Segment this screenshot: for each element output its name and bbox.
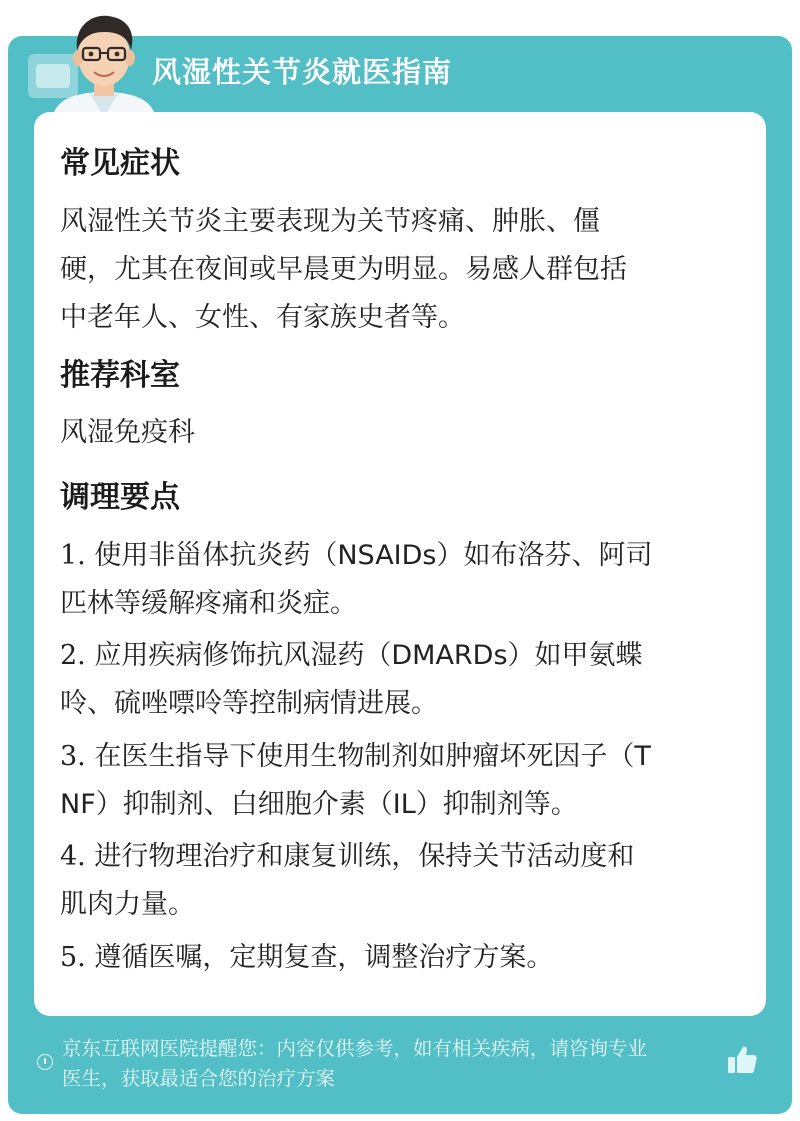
item-number: 1. xyxy=(60,540,86,571)
info-icon xyxy=(37,1054,53,1070)
section-title-department: 推荐科室 xyxy=(60,358,180,393)
care-item-2 xyxy=(60,632,740,728)
symptoms-line: 硬，尤其在夜间或早晨更为明显。易感人群包括 xyxy=(60,254,627,285)
symptoms-text xyxy=(60,198,740,342)
thumbs-up-icon[interactable] xyxy=(726,1044,758,1076)
item-number: 4. xyxy=(60,841,86,872)
care-item-line: 使用非甾体抗炎药（NSAIDs）如布洛芬、阿司 xyxy=(94,540,653,571)
care-item-5 xyxy=(60,934,740,982)
item-number: 5. xyxy=(60,942,86,973)
doctor-avatar-icon xyxy=(44,8,164,120)
care-item-line: NF）抑制剂、白细胞介素（IL）抑制剂等。 xyxy=(60,789,578,820)
care-item-line: 应用疾病修饰抗风湿药（DMARDs）如甲氨蝶 xyxy=(94,640,643,671)
care-item-line: 肌肉力量。 xyxy=(60,889,195,920)
department-text xyxy=(60,409,740,457)
care-item-line: 呤、硫唑嘌呤等控制病情进展。 xyxy=(60,688,438,719)
symptoms-line: 中老年人、女性、有家族史者等。 xyxy=(60,302,465,333)
care-item-4 xyxy=(60,833,740,929)
symptoms-line: 风湿性关节炎主要表现为关节疼痛、肿胀、僵 xyxy=(60,206,600,237)
disclaimer-footer xyxy=(0,1030,800,1100)
item-number: 3. xyxy=(60,741,86,772)
page-title: 风湿性关节炎就医指南 xyxy=(152,55,453,89)
section-title-symptoms: 常见症状 xyxy=(60,146,180,181)
section-title-care: 调理要点 xyxy=(60,480,180,515)
care-item-line: 匹林等缓解疼痛和炎症。 xyxy=(60,588,357,619)
disclaimer-line: 京东互联网医院提醒您：内容仅供参考，如有相关疾病，请咨询专业 xyxy=(62,1037,648,1060)
disclaimer-text xyxy=(62,1034,732,1094)
care-item-line: 遵循医嘱，定期复查，调整治疗方案。 xyxy=(94,942,554,973)
care-item-1 xyxy=(60,532,740,628)
disclaimer-line: 医生，获取最适合您的治疗方案 xyxy=(62,1067,336,1090)
care-item-3 xyxy=(60,733,740,829)
care-item-line: 在医生指导下使用生物制剂如肿瘤坏死因子（T xyxy=(94,741,651,772)
care-item-line: 进行物理治疗和康复训练，保持关节活动度和 xyxy=(94,841,635,872)
department-line: 风湿免疫科 xyxy=(60,417,195,448)
item-number: 2. xyxy=(60,640,86,671)
